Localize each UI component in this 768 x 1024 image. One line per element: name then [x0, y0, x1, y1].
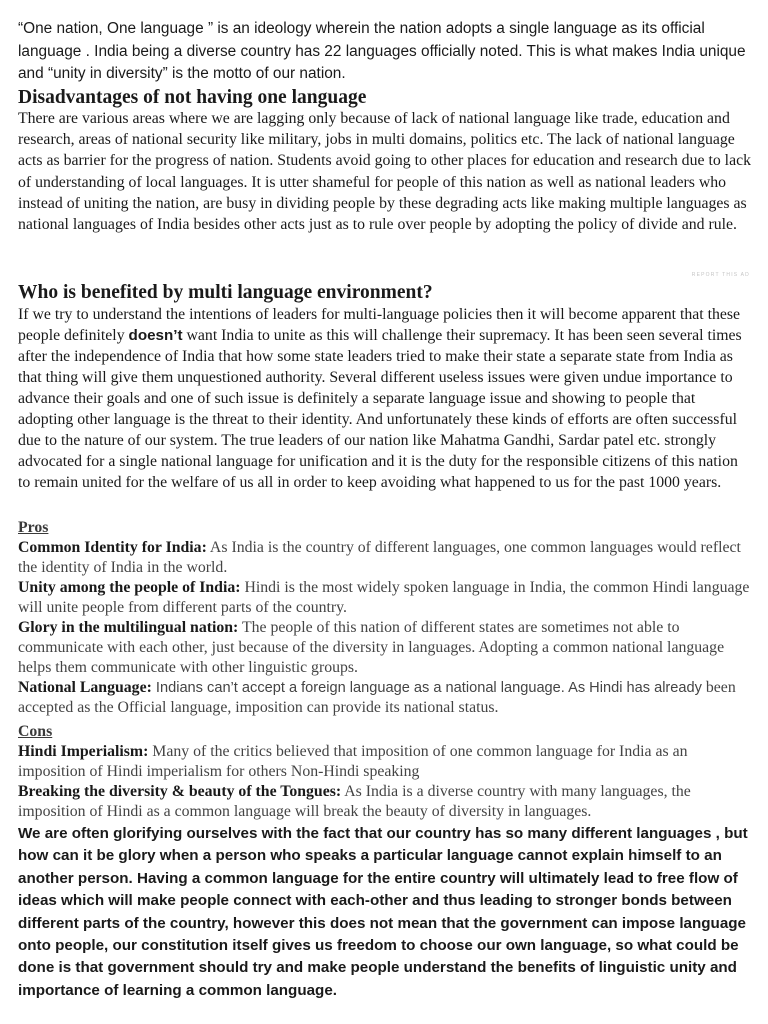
cons-item-title: Hindi Imperialism:: [18, 743, 149, 760]
pros-item-title: Common Identity for India:: [18, 539, 207, 556]
pros-item-note: Indians can’t accept a foreign language as a national language. As Hindi has already: [151, 680, 702, 696]
pros-item-title: Unity among the people of India:: [18, 579, 241, 596]
cons-item: [18, 782, 753, 822]
who-benefits-paragraph: [18, 304, 753, 493]
pros-list: [18, 538, 753, 718]
heading-disadvantages: Disadvantages of not having one language: [18, 87, 367, 108]
heading-cons: Cons: [18, 723, 53, 740]
cons-item: [18, 742, 753, 782]
who-benefits-text-before: If we try to understand the intentions of leaders for multi-language policies then it will become apparent that these people definitely: [18, 306, 741, 344]
pros-item: [18, 538, 753, 578]
pros-item: [18, 618, 753, 678]
pros-item-title: National Language:: [18, 679, 152, 696]
cons-item-text: Many of the critics believed that imposition of one common language for India as an imposition of Hindi imperialism for others Non-Hindi speaking: [18, 743, 688, 780]
emphasis-doesnt: doesn’t: [128, 327, 183, 344]
who-benefits-text-after: want India to unite as this will challenge their supremacy. It has been seen several times after the independence of India that how some state leaders tried to make their state a separate state from India as that thing will give them unquestioned authority. Several different useless issues were given undue importance to advance their goals and one of such issue is definitely a separate language issue and showing to people that adopting other language is the threat to their identity. And unfortunately these kinds of efforts are often successful due to the nature of our system. The true leaders of our nation like Mahatma Gandhi, Sardar patel etc. strongly advocated for a single national language for unification and it is the duty for the responsible citizens of this nation to remain united for the welfare of us all in order to keep avoiding what happened to us for the past 1000 years.: [18, 327, 742, 491]
cons-item-text: As India is a diverse country with many languages, the imposition of Hindi as a common language will break the beauty of diversity in languages.: [18, 783, 691, 820]
pros-item-title: Glory in the multilingual nation:: [18, 619, 239, 636]
pros-item-text: As India is the country of different languages, one common languages would reflect the identity of India in the world.: [18, 539, 741, 576]
pros-item-text: been accepted as the Official language, imposition can provide its national status.: [18, 679, 736, 716]
heading-pros: Pros: [18, 519, 49, 536]
closing-paragraph: We are often glorifying ourselves with the fact that our country has so many different languages , but how can it be glory when a person who speaks a particular language cannot explain himself to an another person. Having a common language for the entire country will ultimately lead to free flow of ideas which will make people connect with each-other and thus leading to stronger bonds between different parts of the country, however this does not mean that the government can impose language onto people, our constitution itself gives us freedom to choose our own language, so what could be done is that government should try and make people understand the benefits of linguistic unity and importance of learning a common language.: [18, 825, 748, 999]
cons-list: [18, 742, 753, 822]
report-ad-link[interactable]: REPORT THIS AD: [691, 272, 750, 278]
pros-item-text: The people of this nation of different states are sometimes not able to communicate with each other, just because of the diversity in languages. Adopting a common national language helps them communicate with other linguistic groups.: [18, 619, 725, 676]
heading-who-benefits: Who is benefited by multi language environment?: [18, 282, 433, 303]
intro-paragraph: “One nation, One language ” is an ideology wherein the nation adopts a single language as its official language . India being a diverse country has 22 languages officially noted. This is what makes India unique and “unity in diversity” is the motto of our nation.: [18, 20, 746, 82]
cons-item-title: Breaking the diversity & beauty of the Tongues:: [18, 783, 342, 800]
pros-item-text: Hindi is the most widely spoken language in India, the common Hindi language will unite people from different parts of the country.: [18, 579, 750, 616]
pros-item: [18, 678, 753, 718]
pros-item: [18, 578, 753, 618]
disadvantages-paragraph: There are various areas where we are lagging only because of lack of national language like trade, education and research, areas of national security like military, jobs in multi domains, politics etc. The lack of national language acts as barrier for the progress of nation. Students avoid going to other places for education and research due to lack of understanding of local languages. It is utter shameful for people of this nation as well as national leaders who instead of uniting the nation, are busy in dividing people by these degrading acts like making multiple languages as national languages of India besides other acts just as to rule over people by adopting the policy of divide and rule.: [18, 110, 751, 234]
